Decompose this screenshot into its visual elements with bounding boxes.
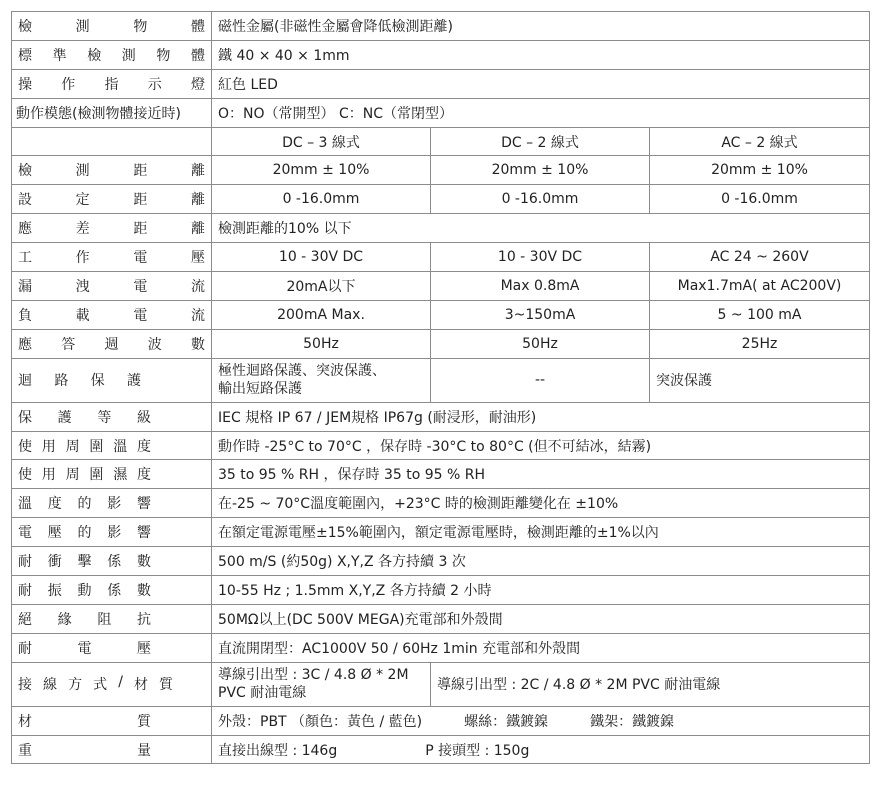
response-dc2: 50Hz bbox=[431, 329, 650, 358]
row-std-object bbox=[12, 40, 870, 69]
label-insulation bbox=[12, 604, 212, 633]
value-weight bbox=[212, 735, 870, 764]
label-weight bbox=[12, 735, 212, 764]
value-temp: 動作時 -25°C to 70°C ，保存時 -30°C to 80°C (但不可結冰，結霧) bbox=[212, 431, 870, 460]
row-withstand bbox=[12, 633, 870, 662]
label-text: 電 壓 的 影 響 bbox=[18, 525, 151, 542]
label-indicator bbox=[12, 69, 212, 98]
wiring-3c-line2: PVC 耐油電線 bbox=[218, 685, 307, 702]
row-load bbox=[12, 300, 870, 329]
value-ip: IEC 規格 IP 67 / JEM規格 IP67g (耐浸形，耐油形) bbox=[212, 402, 870, 431]
label-temp-effect bbox=[12, 489, 212, 518]
label-volt-effect bbox=[12, 518, 212, 547]
row-temp bbox=[12, 431, 870, 460]
label-text: 應 答 週 波 數 bbox=[18, 336, 205, 353]
label-text: 檢 測 物 體 bbox=[18, 18, 205, 35]
label-text: 耐 電 壓 bbox=[18, 640, 151, 657]
label-text: 標 準 檢 測 物 體 bbox=[18, 47, 205, 64]
spec-table bbox=[11, 11, 870, 764]
label-response bbox=[12, 329, 212, 358]
weight-direct: 直接出線型 : 146g bbox=[218, 742, 338, 759]
label-ip bbox=[12, 402, 212, 431]
load-dc3: 200mA Max. bbox=[212, 300, 431, 329]
distance-dc3: 20mm ± 10% bbox=[212, 156, 431, 185]
distance-dc2: 20mm ± 10% bbox=[431, 156, 650, 185]
distance-ac2: 20mm ± 10% bbox=[650, 156, 870, 185]
material-housing: 外殼：PBT （顏色：黃色 / 藍色) bbox=[218, 713, 423, 730]
row-protection bbox=[12, 358, 870, 402]
value-insulation: 50MΩ以上(DC 500V MEGA)充電部和外殼間 bbox=[212, 604, 870, 633]
material-screw: 螺絲：鐵鍍鎳 bbox=[464, 713, 549, 730]
label-text: 保 護 等 級 bbox=[18, 409, 151, 426]
row-voltage bbox=[12, 243, 870, 272]
setting-dc3: 0 -16.0mm bbox=[212, 185, 431, 214]
row-material bbox=[12, 706, 870, 735]
label-text: 溫 度 的 影 響 bbox=[18, 496, 151, 513]
label-text: 耐 振 動 係 數 bbox=[18, 582, 151, 599]
label-voltage bbox=[12, 243, 212, 272]
label-leakage bbox=[12, 272, 212, 301]
row-weight bbox=[12, 735, 870, 764]
row-vibration bbox=[12, 576, 870, 605]
response-dc3: 50Hz bbox=[212, 329, 431, 358]
row-header bbox=[12, 127, 870, 156]
protection-ac2: 突波保護 bbox=[650, 358, 870, 402]
row-humidity bbox=[12, 460, 870, 489]
row-ip bbox=[12, 402, 870, 431]
label-text: 使 用 周 圍 濕 度 bbox=[18, 467, 151, 484]
row-volt-effect bbox=[12, 518, 870, 547]
label-text: 使 用 周 圍 溫 度 bbox=[18, 438, 151, 455]
header-dc3: DC – 3 線式 bbox=[212, 127, 431, 156]
row-indicator bbox=[12, 69, 870, 98]
value-humidity: 35 to 95 % RH ，保存時 35 to 95 % RH bbox=[212, 460, 870, 489]
label-withstand bbox=[12, 633, 212, 662]
value-mode: O：NO（常開型） C：NC（常閉型） bbox=[212, 98, 870, 127]
value-hysteresis: 檢測距離的10% 以下 bbox=[212, 214, 870, 243]
value-indicator: 紅色 LED bbox=[212, 69, 870, 98]
label-vibration bbox=[12, 576, 212, 605]
leakage-ac2: Max1.7mA( at AC200V) bbox=[650, 272, 870, 301]
label-std-object bbox=[12, 40, 212, 69]
leakage-dc3: 20mA以下 bbox=[212, 272, 431, 301]
label-text: 接 線 方 式 / 材 質 bbox=[18, 674, 173, 694]
label-text: 迴 路 保 護 bbox=[18, 373, 141, 390]
row-wiring bbox=[12, 662, 870, 706]
value-object: 磁性金屬(非磁性金屬會降低檢測距離) bbox=[212, 12, 870, 41]
header-ac2: AC – 2 線式 bbox=[650, 127, 870, 156]
row-object bbox=[12, 12, 870, 41]
label-distance bbox=[12, 156, 212, 185]
header-empty bbox=[12, 127, 212, 156]
value-std-object: 鐵 40 × 40 × 1mm bbox=[212, 40, 870, 69]
protection-dc2: -- bbox=[431, 358, 650, 402]
value-vibration: 10-55 Hz ; 1.5mm X,Y,Z 各方持續 2 小時 bbox=[212, 576, 870, 605]
label-material bbox=[12, 706, 212, 735]
protection-dc3-line1: 極性迴路保護、突波保護、 bbox=[218, 363, 386, 380]
label-load bbox=[12, 300, 212, 329]
label-temp bbox=[12, 431, 212, 460]
label-object bbox=[12, 12, 212, 41]
value-material bbox=[212, 706, 870, 735]
label-wiring bbox=[12, 662, 212, 706]
label-protection bbox=[12, 358, 212, 402]
label-text: 工 作 電 壓 bbox=[18, 250, 205, 267]
row-hysteresis bbox=[12, 214, 870, 243]
load-dc2: 3~150mA bbox=[431, 300, 650, 329]
label-text: 設 定 距 離 bbox=[18, 192, 205, 209]
row-mode bbox=[12, 98, 870, 127]
row-response bbox=[12, 329, 870, 358]
label-text: 耐 衝 擊 係 數 bbox=[18, 554, 151, 571]
wiring-3c-line1: 導線引出型 : 3C / 4.8 Ø * 2M bbox=[218, 667, 409, 684]
voltage-dc2: 10 - 30V DC bbox=[431, 243, 650, 272]
label-text: 材 質 bbox=[18, 713, 151, 730]
header-dc2: DC – 2 線式 bbox=[431, 127, 650, 156]
label-shock bbox=[12, 547, 212, 576]
row-insulation bbox=[12, 604, 870, 633]
voltage-ac2: AC 24 ~ 260V bbox=[650, 243, 870, 272]
weight-plug: P 接頭型 : 150g bbox=[425, 742, 530, 759]
value-volt-effect: 在額定電源電壓±15%範圍內，額定電源電壓時，檢測距離的±1%以內 bbox=[212, 518, 870, 547]
row-temp-effect bbox=[12, 489, 870, 518]
label-humidity bbox=[12, 460, 212, 489]
load-ac2: 5 ~ 100 mA bbox=[650, 300, 870, 329]
wiring-3c bbox=[212, 662, 431, 706]
voltage-dc3: 10 - 30V DC bbox=[212, 243, 431, 272]
label-mode: 動作模態(檢測物體接近時) bbox=[12, 98, 212, 127]
row-setting bbox=[12, 185, 870, 214]
value-temp-effect: 在-25 ~ 70°C溫度範圍內，+23°C 時的檢測距離變化在 ±10% bbox=[212, 489, 870, 518]
setting-ac2: 0 -16.0mm bbox=[650, 185, 870, 214]
row-distance bbox=[12, 156, 870, 185]
setting-dc2: 0 -16.0mm bbox=[431, 185, 650, 214]
leakage-dc2: Max 0.8mA bbox=[431, 272, 650, 301]
label-text: 檢 測 距 離 bbox=[18, 163, 205, 180]
label-text: 重 量 bbox=[18, 742, 151, 759]
label-setting bbox=[12, 185, 212, 214]
label-text: 應 差 距 離 bbox=[18, 221, 205, 238]
row-leakage bbox=[12, 272, 870, 301]
value-shock: 500 m/S (約50g) X,Y,Z 各方持續 3 次 bbox=[212, 547, 870, 576]
row-shock bbox=[12, 547, 870, 576]
wiring-2c: 導線引出型 : 2C / 4.8 Ø * 2M PVC 耐油電線 bbox=[431, 662, 870, 706]
label-text: 絕 緣 阻 抗 bbox=[18, 611, 151, 628]
response-ac2: 25Hz bbox=[650, 329, 870, 358]
material-bracket: 鐵架：鐵鍍鎳 bbox=[590, 713, 675, 730]
label-text: 操 作 指 示 燈 bbox=[18, 76, 205, 93]
value-withstand: 直流開閉型：AC1000V 50 / 60Hz 1min 充電部和外殼間 bbox=[212, 633, 870, 662]
protection-dc3-line2: 輸出短路保護 bbox=[218, 381, 302, 398]
label-text: 負 載 電 流 bbox=[18, 307, 205, 324]
label-hysteresis bbox=[12, 214, 212, 243]
label-text: 漏 洩 電 流 bbox=[18, 278, 205, 295]
protection-dc3 bbox=[212, 358, 431, 402]
